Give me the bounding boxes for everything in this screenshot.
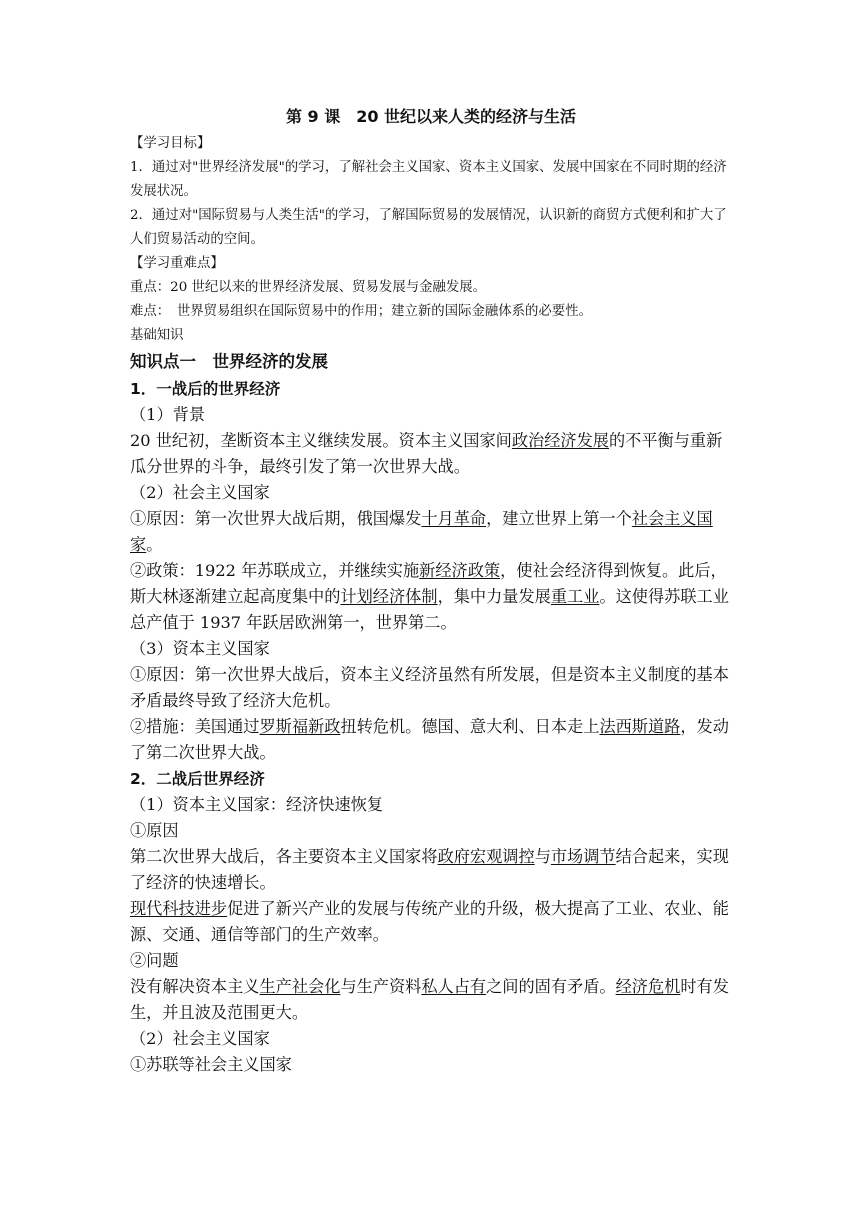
subsection-heading-2: 2．二战后世界经济: [130, 770, 265, 788]
underlined-term: 计划经济体制: [340, 587, 438, 606]
underlined-term: 政府宏观调控: [437, 847, 535, 866]
underlined-term: 十月革命: [421, 509, 487, 528]
goal-item-1: 1．通过对"世界经济发展"的学习，了解社会主义国家、资本主义国家、发展中国家在不同时期的经济发展状况。: [130, 160, 727, 199]
underlined-term: 生产社会化: [259, 977, 341, 996]
lesson-title: 第 9 课 20 世纪以来人类的经济与生活: [285, 107, 577, 126]
socialist-postwar-label: （2）社会主义国家: [130, 1029, 270, 1048]
background-paragraph: 20 世纪初，垄断资本主义继续发展。资本主义国家间政治经济发展的不平衡与重新瓜分世界的斗争，最终引发了第一次世界大战。: [130, 431, 723, 476]
policy-paragraph: ②政策：1922 年苏联成立，并继续实施新经济政策，使社会经济得到恢复。此后，斯大林逐渐建立起高度集中的计划经济体制，集中力量发展重工业。这使得苏联工业总产值于 1937 年跃居欧洲第一，世界第二。: [130, 561, 729, 632]
capitalist-postwar-label: （1）资本主义国家：经济快速恢复: [130, 795, 384, 814]
subsection-heading-1: 1．一战后的世界经济: [130, 380, 281, 398]
underlined-term: 社会主义国家: [130, 509, 713, 554]
capitalist-cause-paragraph: ①原因：第一次世界大战后，资本主义经济虽然有所发展，但是资本主义制度的基本矛盾最终导致了经济大危机。: [130, 665, 729, 710]
key-points-heading: 【学习重难点】: [130, 256, 224, 271]
socialist-label: （2）社会主义国家: [130, 483, 270, 502]
measures-paragraph: ②措施：美国通过罗斯福新政扭转危机。德国、意大利、日本走上法西斯道路，发动了第二次世界大战。: [130, 717, 729, 762]
capitalist-label: （3）资本主义国家: [130, 639, 270, 658]
key-point-focus: 重点：20 世纪以来的世界经济发展、贸易发展与金融发展。: [130, 280, 487, 295]
underlined-term: 市场调节: [550, 847, 616, 866]
underlined-term: 新经济政策: [419, 561, 501, 580]
underlined-term: 重工业: [550, 587, 600, 606]
underlined-term: 经济危机: [615, 977, 681, 996]
underlined-term: 政治经济发展: [511, 431, 609, 450]
problem-paragraph: 没有解决资本主义生产社会化与生产资料私人占有之间的固有矛盾。经济危机时有发生，并且波及范围更大。: [130, 977, 729, 1022]
underlined-term: 私人占有: [421, 977, 487, 996]
underlined-term: 法西斯道路: [599, 717, 681, 736]
reason-paragraph-2: 现代科技进步促进了新兴产业的发展与传统产业的升级，极大提高了工业、农业、能源、交通、通信等部门的生产效率。: [130, 899, 729, 944]
background-label: （1）背景: [130, 405, 206, 424]
ussr-label: ①苏联等社会主义国家: [130, 1055, 292, 1074]
reason-label: ①原因: [130, 821, 179, 840]
underlined-term: 罗斯福新政: [259, 717, 341, 736]
goals-heading: 【学习目标】: [130, 136, 211, 151]
reason-paragraph-1: 第二次世界大战后，各主要资本主义国家将政府宏观调控与市场调节结合起来，实现了经济的快速增长。: [130, 847, 729, 892]
underlined-term: 现代科技进步: [130, 899, 228, 918]
goal-item-2: 2．通过对"国际贸易与人类生活"的学习，了解国际贸易的发展情况，认识新的商贸方式便利和扩大了人们贸易活动的空间。: [130, 208, 727, 247]
key-point-difficulty: 难点： 世界贸易组织在国际贸易中的作用；建立新的国际金融体系的必要性。: [130, 304, 592, 319]
cause-paragraph: ①原因：第一次世界大战后期，俄国爆发十月革命，建立世界上第一个社会主义国家。: [130, 509, 713, 554]
section-heading: 知识点一 世界经济的发展: [130, 352, 328, 371]
basic-knowledge-label: 基础知识: [130, 328, 184, 343]
problem-label: ②问题: [130, 951, 179, 970]
document-content: [130, 106, 732, 1078]
